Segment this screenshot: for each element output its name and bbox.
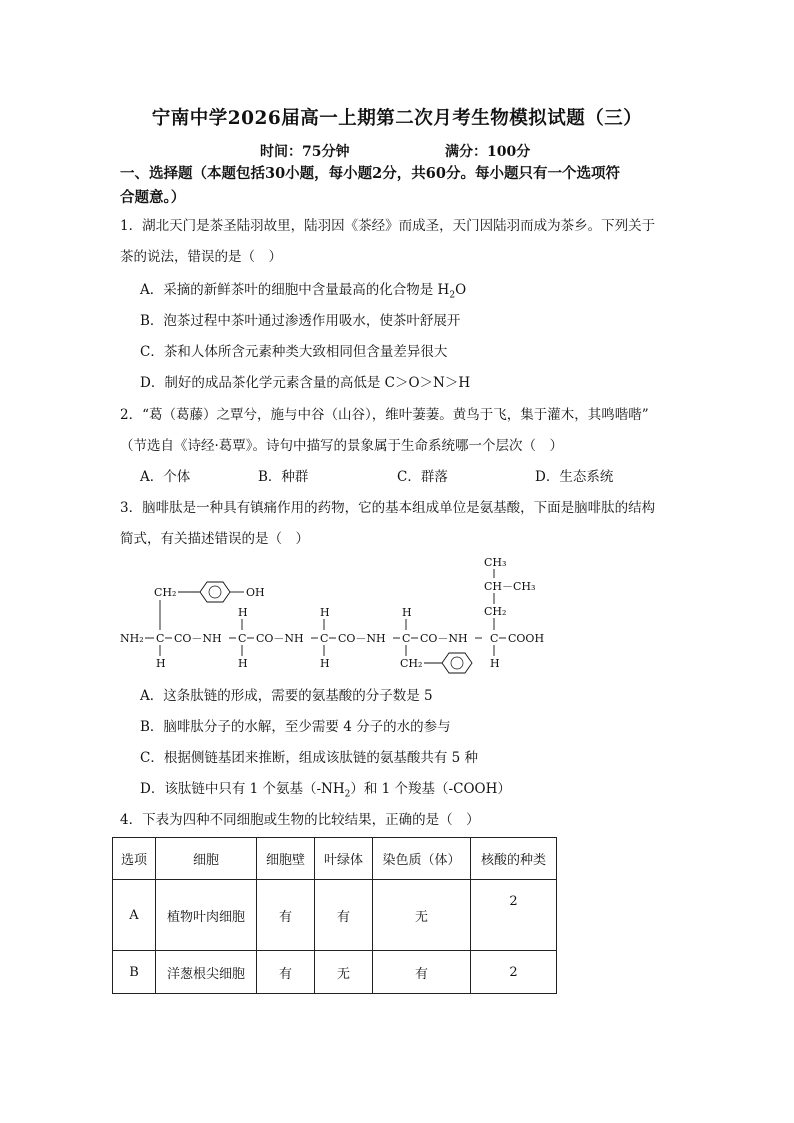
- struct-c5: C: [490, 632, 499, 645]
- struct-c2: C: [238, 632, 247, 645]
- struct-ch2-r4: CH₂: [400, 657, 423, 670]
- q2-stem-line2: （节选自《诗经·葛覃》。诗句中描写的景象属于生命系统哪一个层次（ ）: [120, 438, 564, 454]
- q1-option-b: B．泡茶过程中茶叶通过渗透作用吸水，使茶叶舒展开: [140, 313, 461, 329]
- section-heading-line1: 一、选择题（本题包括30小题，每小题2分，共60分。每小题只有一个选项符: [120, 165, 620, 182]
- table-header-row: [113, 838, 557, 880]
- cell-row-b-option: B: [113, 951, 156, 994]
- th-nucleic-acid: 核酸的种类: [471, 838, 557, 880]
- cell-row-a-chloroplast: 有: [315, 880, 373, 951]
- benzene-ring: [442, 653, 472, 673]
- q3-stem-line2: 简式，有关描述错误的是（ ）: [120, 531, 309, 547]
- q3-stem-line1: 3．脑啡肽是一种具有镇痛作用的药物，它的基本组成单位是氨基酸，下面是脑啡肽的结构: [120, 500, 656, 516]
- q1-option-a-formula: H: [437, 282, 450, 298]
- th-chromatin: 染色质（体）: [373, 838, 471, 880]
- q1-option-d: D．制好的成品茶化学元素含量的高低是 C＞O＞N＞H: [140, 375, 471, 391]
- cell-row-a-cell: 植物叶肉细胞: [156, 880, 257, 951]
- q3-option-d: [140, 780, 511, 804]
- q3-option-d-pre: D．该肽链中只有 1 个氨基（-NH: [140, 781, 345, 797]
- cell-row-b-chloroplast: 无: [315, 951, 373, 994]
- struct-cooh: COOH: [508, 632, 545, 645]
- q3-option-d-subscript: 2: [344, 789, 351, 800]
- q2-option-d: D．生态系统: [535, 469, 614, 485]
- q1-option-a: [140, 281, 466, 305]
- cell-row-b-wall: 有: [257, 951, 315, 994]
- struct-h-c3-top: H: [320, 606, 330, 619]
- cell-row-b-nucleic: 2: [471, 951, 557, 994]
- struct-h-c2-bottom: H: [238, 657, 248, 670]
- cell-row-a-option: A: [113, 880, 156, 951]
- struct-ch2-r1: CH₂: [154, 586, 177, 599]
- phenol-ring-inner: [209, 586, 221, 598]
- exam-time: 时间：75分钟: [260, 144, 350, 160]
- table-row: [113, 880, 557, 951]
- q3-option-c: C．根据侧链基团来推断，组成该肽链的氨基酸共有 5 种: [140, 750, 479, 766]
- struct-h-c2-top: H: [238, 606, 248, 619]
- struct-c3: C: [320, 632, 329, 645]
- q1-stem-line1: 1．湖北天门是茶圣陆羽故里，陆羽因《茶经》而成圣，天门因陆羽而成为茶乡。下列关于: [120, 218, 656, 234]
- q1-option-a-text: A．采摘的新鲜茶叶的细胞中含量最高的化合物是: [140, 282, 434, 298]
- cell-row-b-cell: 洋葱根尖细胞: [156, 951, 257, 994]
- struct-c1: C: [156, 632, 165, 645]
- comparison-table: [112, 837, 557, 994]
- th-cell: 细胞: [156, 838, 257, 880]
- cell-row-a-nucleic: 2: [471, 880, 557, 951]
- struct-nh2: NH₂: [120, 632, 144, 645]
- struct-h-c3-bottom: H: [320, 657, 330, 670]
- struct-co-nh-4: CO－NH: [420, 632, 468, 645]
- q1-option-a-subscript: 2: [449, 290, 456, 301]
- struct-co-nh-1: CO－NH: [174, 632, 222, 645]
- struct-h-c5-bottom: H: [490, 657, 500, 670]
- q2-option-b: B．种群: [258, 469, 309, 485]
- section-heading: [120, 162, 680, 210]
- q1-stem-line2: 茶的说法，错误的是（ ）: [120, 249, 282, 265]
- th-option: 选项: [113, 838, 156, 880]
- page-title: 宁南中学2026届高一上期第二次月考生物模拟试题（三）: [151, 108, 643, 129]
- q2-option-c: C．群落: [397, 469, 448, 485]
- struct-co-nh-2: CO－NH: [256, 632, 304, 645]
- q3-option-d-post: ）和 1 个羧基（-COOH）: [350, 781, 511, 797]
- q2-option-a: A．个体: [140, 469, 191, 485]
- q3-option-a: A．这条肽链的形成，需要的氨基酸的分子数是 5: [140, 688, 433, 704]
- q4-stem: 4．下表为四种不同细胞或生物的比较结果，正确的是（ ）: [120, 812, 480, 828]
- struct-co-nh-3: CO－NH: [338, 632, 386, 645]
- cell-row-b-chromatin: 有: [373, 951, 471, 994]
- benzene-ring-inner: [451, 657, 463, 669]
- table-row: [113, 951, 557, 994]
- struct-ch3-top: CH₃: [484, 556, 507, 569]
- phenol-ring: [200, 582, 230, 602]
- th-chloroplast: 叶绿体: [315, 838, 373, 880]
- q1-option-a-formula-tail: O: [455, 282, 467, 298]
- section-heading-line2: 合题意。）: [120, 189, 186, 206]
- q2-stem-line1: 2．“葛（葛藤）之覃兮，施与中谷（山谷），维叶萋萋。黄鸟于飞，集于灌木，其鸣喈喈”: [120, 407, 649, 423]
- q3-option-b: B．脑啡肽分子的水解，至少需要 4 分子的水的参与: [140, 719, 451, 735]
- struct-oh: OH: [246, 586, 265, 599]
- struct-h-c4-top: H: [402, 606, 412, 619]
- exam-score: 满分：100分: [445, 144, 531, 160]
- struct-h-c1-bottom: H: [156, 657, 166, 670]
- enkephalin-structure: [112, 552, 562, 677]
- struct-ch-ch3: CH－CH₃: [484, 580, 536, 593]
- cell-row-a-wall: 有: [257, 880, 315, 951]
- q1-option-c: C．茶和人体所含元素种类大致相同但含量差异很大: [140, 344, 448, 360]
- struct-c4: C: [402, 632, 411, 645]
- struct-ch2-r5: CH₂: [484, 605, 507, 618]
- th-cell-wall: 细胞壁: [257, 838, 315, 880]
- cell-row-a-chromatin: 无: [373, 880, 471, 951]
